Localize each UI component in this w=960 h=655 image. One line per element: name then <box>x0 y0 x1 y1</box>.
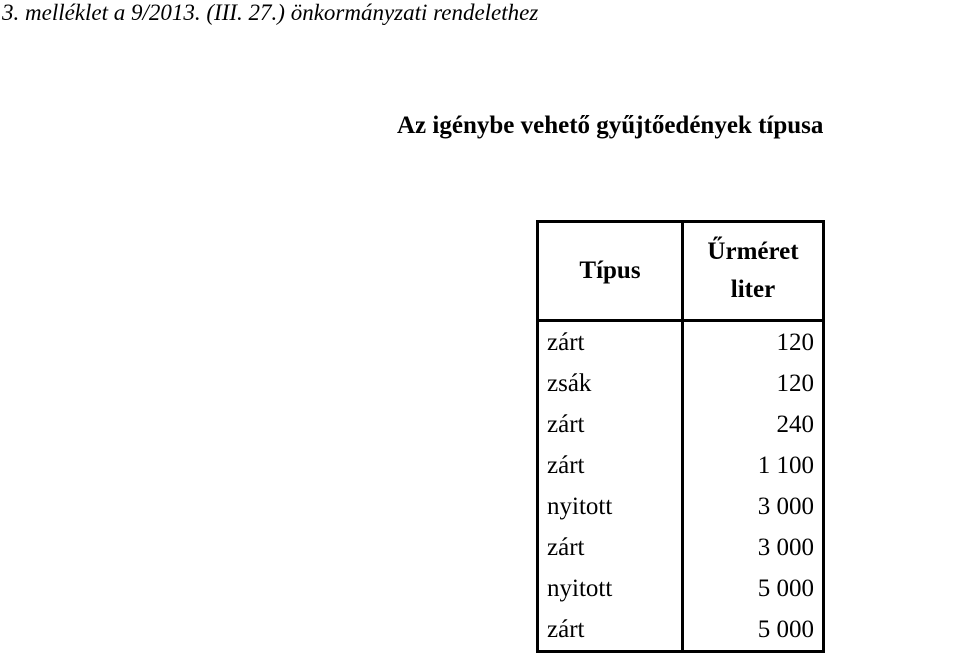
cell-type: nyitott <box>538 568 683 609</box>
cell-type: zárt <box>538 527 683 568</box>
table-header-row <box>538 222 824 321</box>
annex-reference: 3. melléklet a 9/2013. (III. 27.) önkormányzati rendelethez <box>2 0 539 25</box>
cell-volume: 1 100 <box>757 452 814 479</box>
cell-volume: 120 <box>776 329 814 356</box>
cell-type: zárt <box>538 404 683 445</box>
cell-volume: 5 000 <box>757 575 814 602</box>
table-row <box>538 486 824 527</box>
table-row <box>538 363 824 404</box>
column-header-volume-unit: liter <box>730 276 776 303</box>
column-header-volume <box>683 222 824 321</box>
cell-volume: 240 <box>776 411 814 438</box>
table-row <box>538 568 824 609</box>
cell-type: zárt <box>538 609 683 652</box>
cell-volume: 120 <box>776 370 814 397</box>
cell-volume: 3 000 <box>757 493 814 520</box>
table-row <box>538 609 824 652</box>
cell-type: zárt <box>538 445 683 486</box>
cell-type: zárt <box>538 321 683 364</box>
column-header-volume-label: Űrméret <box>707 238 799 265</box>
cell-type: zsák <box>538 363 683 404</box>
table-row <box>538 527 824 568</box>
table-row <box>538 445 824 486</box>
table-row <box>538 404 824 445</box>
container-types-table <box>536 220 825 653</box>
table-row <box>538 321 824 364</box>
column-header-type: Típus <box>538 222 683 321</box>
cell-volume: 3 000 <box>757 534 814 561</box>
cell-type: nyitott <box>538 486 683 527</box>
cell-volume: 5 000 <box>757 616 814 643</box>
page-title: Az igénybe vehető gyűjtőedények típusa <box>397 112 824 139</box>
